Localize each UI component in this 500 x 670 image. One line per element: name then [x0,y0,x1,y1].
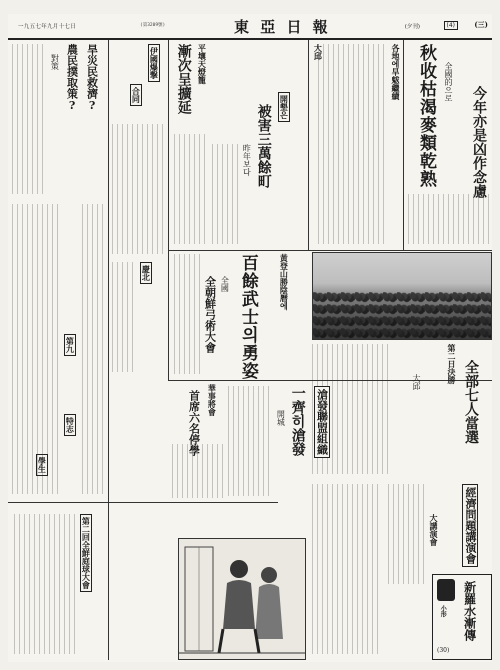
school-body-text [172,444,224,498]
damage-body-text [212,144,238,244]
small-head-2: 合同 [130,84,142,106]
masthead-page-number: (4) [444,21,459,30]
masthead-issue-number: (第3209號) [140,23,166,28]
ad-small-text: 小形 [439,605,447,617]
crowd-photo [312,252,492,340]
union-sub: 開城 [276,410,286,426]
left-body-text-2 [82,204,104,494]
lead-kicker: 各地에旱魃繼續 [391,44,401,100]
advertisement [432,574,492,660]
lead-side-head: 大邱 [313,44,324,60]
lead-deck: 今年亦是凶作念慮 [471,86,487,198]
illustration [178,538,306,660]
relief-kicker: 旱災民救濟? [85,44,99,112]
ad-logo-icon [437,579,455,601]
figures-illustration [179,539,305,659]
school-headline: 首席六名停學 [187,390,201,456]
newspaper-page [8,14,492,662]
masthead-corner-label: (三) [474,20,488,29]
pyongyang-body-text [174,134,208,244]
ad-price: (30) [437,647,450,654]
column-rule [108,40,109,660]
small-head-3: 慶北 [140,262,152,284]
masthead-title: 東 亞 日 報 [234,18,331,36]
left-body-text [12,204,60,494]
union-headline: 一齊히滄發 [289,386,306,456]
damage-headline: 被害三萬餘町 [255,104,272,188]
lead-body-text [318,44,388,244]
masthead-edition: (夕刊) [404,24,420,30]
sports-headline: 全部七人當選 [463,360,479,444]
small-body-text [112,124,164,254]
lecture-body-text [388,484,426,584]
column-rule [168,40,169,380]
lead-body-text-lower [403,194,491,244]
relief-sub: 對策 [50,54,60,70]
relief-headline: 農民撲取策? [65,44,79,112]
bottom-right-body-text [312,484,382,654]
archery-headline: 百餘武士의勇姿 [237,254,258,380]
masthead-date: 一九五七年九月十七日 [18,24,77,30]
section-rule [168,250,492,251]
lead-subhead: 全國的으로 [444,62,453,102]
small-body-text-2 [112,262,136,372]
lecture-sub: 大講演會 [429,514,439,546]
union-box-head: 滄發聯盟組織 [314,386,330,458]
pyongyang-kicker: 平壤天燈籠 [197,44,208,84]
small-head-6: 學生 [36,454,48,476]
small-head-4: 第九 [64,334,76,356]
archery-body-text [174,254,200,374]
masthead [8,14,492,40]
sports-kicker: 第二日決勝 [447,344,457,384]
lecture-headline: 經濟問題講演會 [462,484,478,567]
sports-sub: 大邱 [412,374,421,390]
small-head-1: 伊國爆撃 [148,44,160,82]
tennis-body-text [14,514,76,654]
small-head-5: 特志 [64,414,76,436]
crowd-figures [313,292,491,339]
lead-headline: 秋收枯渴麥類乾熟 [416,44,436,188]
section-rule [8,502,278,503]
damage-box-head: 開墾은 [278,92,290,122]
pyongyang-headline: 漸次呈擴延 [175,44,192,114]
union-body-text [228,386,272,496]
relief-body-text [12,44,46,194]
tennis-headline: 第二回全鮮庭球大會 [80,514,92,592]
school-kicker: 華事將會 [207,384,218,416]
archery-kicker: 黃登山勝陰曆에 [279,254,290,310]
damage-sub: 昨年보다 [242,144,252,176]
column-rule [308,40,309,250]
archery-sub2: 全朝鮮弓術大會 [203,276,217,353]
ad-name: 新羅水漸傳 [462,581,477,641]
archery-sub1: 全國 [220,276,230,292]
